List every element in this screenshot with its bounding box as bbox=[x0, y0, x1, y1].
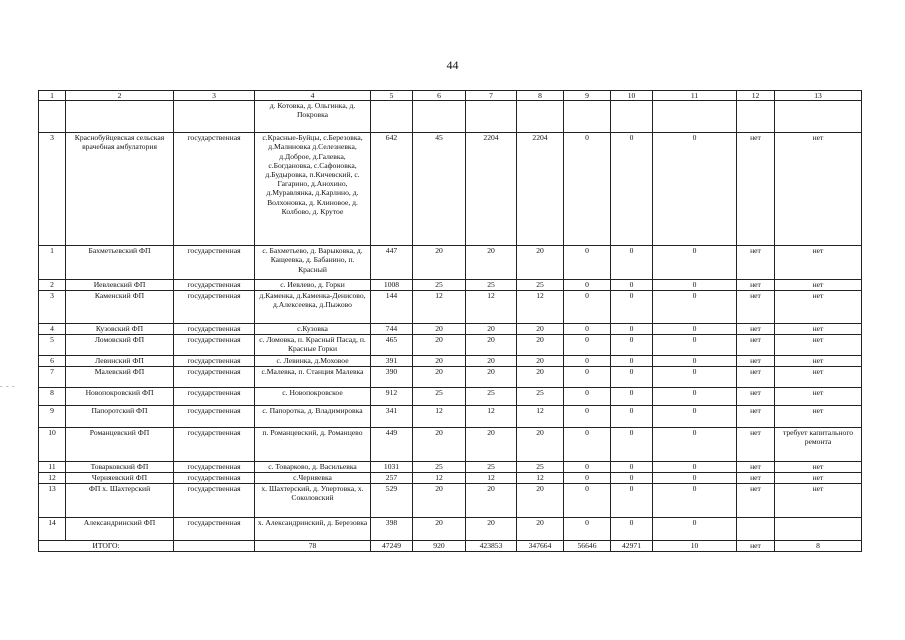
value-col-7-cell: 25 bbox=[466, 462, 517, 473]
value-col-11-cell: 0 bbox=[653, 388, 737, 406]
settlements-cell: д.Каменка, д.Каменка-Денисово, д.Алексеевка, д.Пыжово bbox=[255, 291, 371, 324]
value-col-7-cell: 20 bbox=[466, 335, 517, 356]
value-col-8-cell: 20 bbox=[517, 246, 564, 280]
condition-cell: нет bbox=[775, 291, 862, 324]
row-number-cell bbox=[39, 101, 66, 133]
condition-cell bbox=[775, 101, 862, 133]
table-row bbox=[39, 335, 862, 356]
population-cell: 529 bbox=[371, 484, 413, 518]
value-col-6-cell: 20 bbox=[413, 335, 466, 356]
table-row bbox=[39, 280, 862, 291]
facility-name-cell: Александринский ФП bbox=[66, 518, 174, 541]
value-col-9-cell: 0 bbox=[564, 518, 611, 541]
value-col-10-cell: 0 bbox=[611, 280, 653, 291]
row-number-cell: 3 bbox=[39, 133, 66, 246]
row-number-cell: 5 bbox=[39, 335, 66, 356]
facility-name-cell: Иевлевский ФП bbox=[66, 280, 174, 291]
condition-cell: требует капитального ремонта bbox=[775, 428, 862, 462]
value-col-8-cell: 2204 bbox=[517, 133, 564, 246]
value-col-8-cell bbox=[517, 101, 564, 133]
condition-cell: нет bbox=[775, 388, 862, 406]
ownership-form-cell bbox=[174, 101, 255, 133]
value-col-7-cell: 20 bbox=[466, 518, 517, 541]
value-col-7-cell: 12 bbox=[466, 406, 517, 428]
value-col-6-cell: 45 bbox=[413, 133, 466, 246]
facility-name-cell: Бахметьевский ФП bbox=[66, 246, 174, 280]
row-number-cell: 4 bbox=[39, 324, 66, 335]
value-col-11-cell: 0 bbox=[653, 246, 737, 280]
population-cell: 1031 bbox=[371, 462, 413, 473]
population-cell: 341 bbox=[371, 406, 413, 428]
row-number-cell: 7 bbox=[39, 367, 66, 388]
table-row bbox=[39, 428, 862, 462]
settlements-cell: с. Иевлево, д. Горки bbox=[255, 280, 371, 291]
table-row bbox=[39, 367, 862, 388]
value-col-9-cell: 0 bbox=[564, 324, 611, 335]
table-row bbox=[39, 388, 862, 406]
value-col-6-cell: 20 bbox=[413, 356, 466, 367]
value-col-11-cell: 0 bbox=[653, 518, 737, 541]
value-col-9-cell: 0 bbox=[564, 473, 611, 484]
value-col-9-cell bbox=[564, 101, 611, 133]
header-cell: 8 bbox=[517, 91, 564, 101]
ownership-form-cell: государственная bbox=[174, 246, 255, 280]
value-col-7-cell: 20 bbox=[466, 356, 517, 367]
row-number-cell: 11 bbox=[39, 462, 66, 473]
header-row bbox=[39, 91, 862, 101]
facilities-table bbox=[38, 90, 862, 552]
facility-name-cell: ФП х. Шахтерский bbox=[66, 484, 174, 518]
settlements-cell: с.Малевка, п. Станция Малевка bbox=[255, 367, 371, 388]
header-cell: 6 bbox=[413, 91, 466, 101]
value-col-11-cell: 0 bbox=[653, 406, 737, 428]
value-col-8-cell: 25 bbox=[517, 280, 564, 291]
value-col-10-cell: 0 bbox=[611, 324, 653, 335]
value-col-11-cell bbox=[653, 101, 737, 133]
condition-cell: нет bbox=[775, 473, 862, 484]
row-number-cell: 13 bbox=[39, 484, 66, 518]
value-col-7-cell: 12 bbox=[466, 473, 517, 484]
facility-name-cell: Новопокровский ФП bbox=[66, 388, 174, 406]
facility-name-cell: Каменский ФП bbox=[66, 291, 174, 324]
header-cell: 4 bbox=[255, 91, 371, 101]
settlements-cell: с. Ломовка, п. Красный Пасад, п. Красные Горки bbox=[255, 335, 371, 356]
table-row bbox=[39, 356, 862, 367]
value-col-12-cell: нет bbox=[737, 428, 775, 462]
value-col-11-cell: 0 bbox=[653, 484, 737, 518]
total-cell: 920 bbox=[413, 541, 466, 552]
value-col-12-cell: нет bbox=[737, 291, 775, 324]
population-cell: 744 bbox=[371, 324, 413, 335]
table-row bbox=[39, 518, 862, 541]
facility-name-cell bbox=[66, 101, 174, 133]
value-col-12-cell: нет bbox=[737, 335, 775, 356]
total-cell: 10 bbox=[653, 541, 737, 552]
row-number-cell: 1 bbox=[39, 246, 66, 280]
value-col-7-cell: 20 bbox=[466, 246, 517, 280]
facility-name-cell: Черняевский ФП bbox=[66, 473, 174, 484]
ownership-form-cell: государственная bbox=[174, 462, 255, 473]
condition-cell: нет bbox=[775, 133, 862, 246]
margin-mark: - - - bbox=[0, 382, 16, 390]
value-col-10-cell: 0 bbox=[611, 462, 653, 473]
population-cell: 144 bbox=[371, 291, 413, 324]
population-cell: 449 bbox=[371, 428, 413, 462]
table-row bbox=[39, 133, 862, 246]
value-col-9-cell: 0 bbox=[564, 246, 611, 280]
value-col-12-cell: нет bbox=[737, 406, 775, 428]
value-col-10-cell: 0 bbox=[611, 291, 653, 324]
settlements-cell: с. Левинка, д.Моховое bbox=[255, 356, 371, 367]
ownership-form-cell: государственная bbox=[174, 406, 255, 428]
facility-name-cell: Кузовский ФП bbox=[66, 324, 174, 335]
settlements-cell: х. Александринский, д. Березовка bbox=[255, 518, 371, 541]
table-row bbox=[39, 406, 862, 428]
value-col-6-cell: 20 bbox=[413, 324, 466, 335]
value-col-9-cell: 0 bbox=[564, 388, 611, 406]
ownership-form-cell: государственная bbox=[174, 484, 255, 518]
settlements-cell: х. Шахтерский, д. Упертовка, х. Соколовский bbox=[255, 484, 371, 518]
value-col-12-cell: нет bbox=[737, 367, 775, 388]
value-col-7-cell: 25 bbox=[466, 280, 517, 291]
settlements-cell: с. Бахметьево, д. Варыковка, д. Кащеевка, д. Бабанино, п. Красный bbox=[255, 246, 371, 280]
value-col-12-cell: нет bbox=[737, 388, 775, 406]
condition-cell: нет bbox=[775, 462, 862, 473]
facility-name-cell: Малевский ФП bbox=[66, 367, 174, 388]
total-cell: 423853 bbox=[466, 541, 517, 552]
header-cell: 9 bbox=[564, 91, 611, 101]
value-col-11-cell: 0 bbox=[653, 356, 737, 367]
total-cell: 347664 bbox=[517, 541, 564, 552]
value-col-8-cell: 20 bbox=[517, 356, 564, 367]
value-col-8-cell: 12 bbox=[517, 406, 564, 428]
settlements-cell: д. Котовка, д. Ольгинка, д. Покровка bbox=[255, 101, 371, 133]
value-col-6-cell: 25 bbox=[413, 462, 466, 473]
value-col-12-cell: нет bbox=[737, 133, 775, 246]
total-cell bbox=[174, 541, 255, 552]
value-col-10-cell: 0 bbox=[611, 388, 653, 406]
value-col-9-cell: 0 bbox=[564, 484, 611, 518]
row-number-cell: 9 bbox=[39, 406, 66, 428]
value-col-12-cell: нет bbox=[737, 246, 775, 280]
total-cell: 78 bbox=[255, 541, 371, 552]
value-col-8-cell: 12 bbox=[517, 473, 564, 484]
population-cell: 642 bbox=[371, 133, 413, 246]
settlements-cell: с. Товарково, д. Васильевка bbox=[255, 462, 371, 473]
value-col-11-cell: 0 bbox=[653, 335, 737, 356]
value-col-9-cell: 0 bbox=[564, 356, 611, 367]
facility-name-cell: Товарковский ФП bbox=[66, 462, 174, 473]
value-col-12-cell: нет bbox=[737, 280, 775, 291]
value-col-8-cell: 25 bbox=[517, 462, 564, 473]
facility-name-cell: Ломовский ФП bbox=[66, 335, 174, 356]
value-col-10-cell: 0 bbox=[611, 428, 653, 462]
header-cell: 2 bbox=[66, 91, 174, 101]
value-col-12-cell bbox=[737, 101, 775, 133]
facility-name-cell: Папоротский ФП bbox=[66, 406, 174, 428]
value-col-8-cell: 20 bbox=[517, 367, 564, 388]
header-cell: 7 bbox=[466, 91, 517, 101]
table-row bbox=[39, 324, 862, 335]
population-cell: 390 bbox=[371, 367, 413, 388]
total-cell: нет bbox=[737, 541, 775, 552]
value-col-9-cell: 0 bbox=[564, 367, 611, 388]
value-col-9-cell: 0 bbox=[564, 406, 611, 428]
value-col-12-cell bbox=[737, 518, 775, 541]
value-col-11-cell: 0 bbox=[653, 367, 737, 388]
row-number-cell: 8 bbox=[39, 388, 66, 406]
population-cell: 447 bbox=[371, 246, 413, 280]
total-cell: 42971 bbox=[611, 541, 653, 552]
condition-cell: нет bbox=[775, 356, 862, 367]
value-col-9-cell: 0 bbox=[564, 133, 611, 246]
value-col-7-cell: 20 bbox=[466, 484, 517, 518]
condition-cell: нет bbox=[775, 367, 862, 388]
value-col-8-cell: 25 bbox=[517, 388, 564, 406]
value-col-9-cell: 0 bbox=[564, 280, 611, 291]
settlements-cell: с. Папоротка, д. Владимировка bbox=[255, 406, 371, 428]
value-col-10-cell: 0 bbox=[611, 246, 653, 280]
header-cell: 3 bbox=[174, 91, 255, 101]
value-col-11-cell: 0 bbox=[653, 280, 737, 291]
row-number-cell: 2 bbox=[39, 280, 66, 291]
condition-cell: нет bbox=[775, 246, 862, 280]
facility-name-cell: Краснобуйцевская сельская врачебная амбулатория bbox=[66, 133, 174, 246]
row-number-cell: 14 bbox=[39, 518, 66, 541]
value-col-7-cell: 20 bbox=[466, 324, 517, 335]
header-cell: 1 bbox=[39, 91, 66, 101]
condition-cell: нет bbox=[775, 406, 862, 428]
row-number-cell: 6 bbox=[39, 356, 66, 367]
total-cell: 8 bbox=[775, 541, 862, 552]
ownership-form-cell: государственная bbox=[174, 291, 255, 324]
value-col-6-cell: 25 bbox=[413, 388, 466, 406]
settlements-cell: п. Романцевский, д. Романцево bbox=[255, 428, 371, 462]
table-row bbox=[39, 484, 862, 518]
value-col-8-cell: 20 bbox=[517, 428, 564, 462]
value-col-12-cell: нет bbox=[737, 484, 775, 518]
header-cell: 13 bbox=[775, 91, 862, 101]
condition-cell: нет bbox=[775, 280, 862, 291]
header-cell: 10 bbox=[611, 91, 653, 101]
value-col-11-cell: 0 bbox=[653, 291, 737, 324]
population-cell: 391 bbox=[371, 356, 413, 367]
value-col-6-cell: 25 bbox=[413, 280, 466, 291]
total-row bbox=[39, 541, 862, 552]
condition-cell: нет bbox=[775, 324, 862, 335]
total-cell: 47249 bbox=[371, 541, 413, 552]
value-col-6-cell: 12 bbox=[413, 473, 466, 484]
ownership-form-cell: государственная bbox=[174, 133, 255, 246]
ownership-form-cell: государственная bbox=[174, 367, 255, 388]
ownership-form-cell: государственная bbox=[174, 324, 255, 335]
population-cell: 1008 bbox=[371, 280, 413, 291]
value-col-10-cell: 0 bbox=[611, 406, 653, 428]
value-col-10-cell: 0 bbox=[611, 473, 653, 484]
population-cell: 912 bbox=[371, 388, 413, 406]
value-col-11-cell: 0 bbox=[653, 324, 737, 335]
population-cell bbox=[371, 101, 413, 133]
value-col-6-cell: 20 bbox=[413, 428, 466, 462]
condition-cell bbox=[775, 518, 862, 541]
value-col-12-cell: нет bbox=[737, 324, 775, 335]
population-cell: 257 bbox=[371, 473, 413, 484]
value-col-10-cell bbox=[611, 101, 653, 133]
value-col-6-cell bbox=[413, 101, 466, 133]
header-cell: 5 bbox=[371, 91, 413, 101]
value-col-6-cell: 20 bbox=[413, 518, 466, 541]
value-col-6-cell: 12 bbox=[413, 291, 466, 324]
value-col-10-cell: 0 bbox=[611, 356, 653, 367]
facility-name-cell: Романцевский ФП bbox=[66, 428, 174, 462]
ownership-form-cell: государственная bbox=[174, 356, 255, 367]
value-col-11-cell: 0 bbox=[653, 462, 737, 473]
ownership-form-cell: государственная bbox=[174, 428, 255, 462]
value-col-7-cell: 25 bbox=[466, 388, 517, 406]
value-col-6-cell: 20 bbox=[413, 246, 466, 280]
ownership-form-cell: государственная bbox=[174, 473, 255, 484]
value-col-10-cell: 0 bbox=[611, 133, 653, 246]
total-label: ИТОГО: bbox=[39, 541, 174, 552]
table-row bbox=[39, 101, 862, 133]
settlements-cell: с. Новопокровское bbox=[255, 388, 371, 406]
settlements-cell: с.Красные-Буйцы, с.Березовка, д.Малиновка д.Селезневка, д.Доброе, д.Галевка, с.Богдановка, с.Сафоновка, д.Будыровка, п.Кичевский, с. Гагарино, д.Анохино, д.Муравлянка, д.Карлино, д. Волхоновка, д. Клиновое, д. Колбово, д. Крутое bbox=[255, 133, 371, 246]
value-col-7-cell: 20 bbox=[466, 428, 517, 462]
value-col-7-cell bbox=[466, 101, 517, 133]
value-col-10-cell: 0 bbox=[611, 335, 653, 356]
row-number-cell: 10 bbox=[39, 428, 66, 462]
population-cell: 398 bbox=[371, 518, 413, 541]
ownership-form-cell: государственная bbox=[174, 518, 255, 541]
value-col-9-cell: 0 bbox=[564, 335, 611, 356]
table-body bbox=[39, 91, 862, 552]
value-col-12-cell: нет bbox=[737, 462, 775, 473]
value-col-9-cell: 0 bbox=[564, 462, 611, 473]
value-col-8-cell: 20 bbox=[517, 484, 564, 518]
condition-cell: нет bbox=[775, 484, 862, 518]
value-col-6-cell: 12 bbox=[413, 406, 466, 428]
value-col-8-cell: 12 bbox=[517, 291, 564, 324]
value-col-10-cell: 0 bbox=[611, 518, 653, 541]
table-row bbox=[39, 291, 862, 324]
settlements-cell: с.Черняевка bbox=[255, 473, 371, 484]
value-col-12-cell: нет bbox=[737, 356, 775, 367]
header-cell: 12 bbox=[737, 91, 775, 101]
value-col-7-cell: 2204 bbox=[466, 133, 517, 246]
value-col-11-cell: 0 bbox=[653, 473, 737, 484]
table-row bbox=[39, 473, 862, 484]
ownership-form-cell: государственная bbox=[174, 335, 255, 356]
ownership-form-cell: государственная bbox=[174, 280, 255, 291]
population-cell: 465 bbox=[371, 335, 413, 356]
value-col-7-cell: 12 bbox=[466, 291, 517, 324]
total-cell: 56646 bbox=[564, 541, 611, 552]
value-col-8-cell: 20 bbox=[517, 518, 564, 541]
value-col-11-cell: 0 bbox=[653, 133, 737, 246]
row-number-cell: 3 bbox=[39, 291, 66, 324]
header-cell: 11 bbox=[653, 91, 737, 101]
page-number: 44 bbox=[446, 58, 459, 72]
ownership-form-cell: государственная bbox=[174, 388, 255, 406]
value-col-8-cell: 20 bbox=[517, 324, 564, 335]
value-col-11-cell: 0 bbox=[653, 428, 737, 462]
value-col-6-cell: 20 bbox=[413, 367, 466, 388]
facility-name-cell: Левинский ФП bbox=[66, 356, 174, 367]
table-row bbox=[39, 462, 862, 473]
table-row bbox=[39, 246, 862, 280]
row-number-cell: 12 bbox=[39, 473, 66, 484]
condition-cell: нет bbox=[775, 335, 862, 356]
value-col-8-cell: 20 bbox=[517, 335, 564, 356]
value-col-12-cell: нет bbox=[737, 473, 775, 484]
value-col-6-cell: 20 bbox=[413, 484, 466, 518]
value-col-9-cell: 0 bbox=[564, 291, 611, 324]
value-col-9-cell: 0 bbox=[564, 428, 611, 462]
settlements-cell: с.Кузовка bbox=[255, 324, 371, 335]
value-col-10-cell: 0 bbox=[611, 367, 653, 388]
value-col-10-cell: 0 bbox=[611, 484, 653, 518]
value-col-7-cell: 20 bbox=[466, 367, 517, 388]
